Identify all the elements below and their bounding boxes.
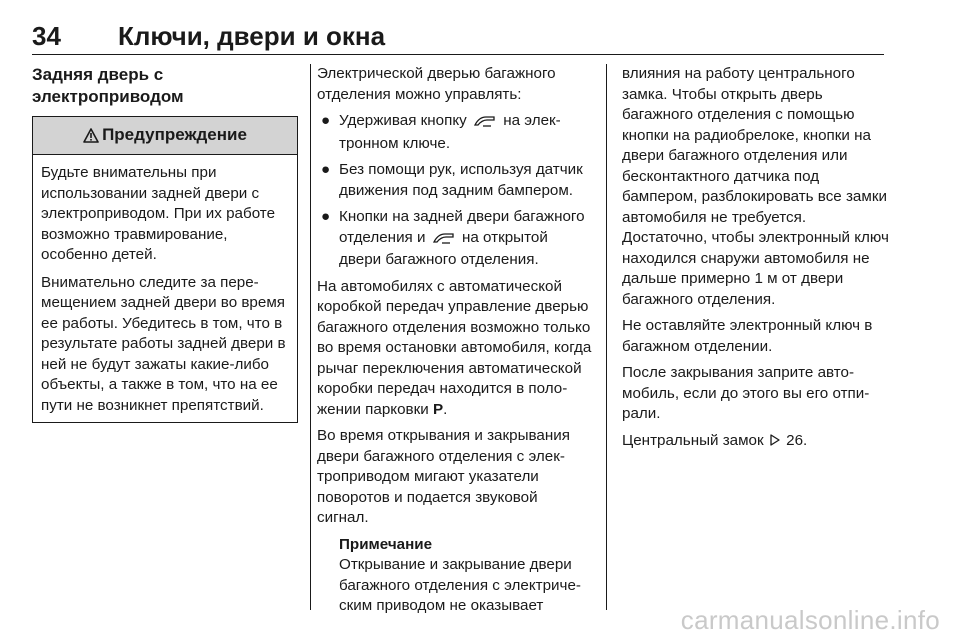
paragraph: После закрывания заприте автомобиль, если до этого вы его отпирали. xyxy=(622,364,870,422)
signal-paragraph: Во время открывания и закрывания двери багажного отделения с электроприводом мигают указатели поворотов и подается звуковой сигнал. xyxy=(317,427,570,526)
watermark: carmanualsonline.info xyxy=(680,605,940,635)
cross-reference: Центральный замок 26. xyxy=(622,431,890,453)
control-methods-list xyxy=(317,111,593,271)
paragraph: влияния на работу центрального замка. Чтобы открыть дверь багажного отделения с помощью кнопки на радиобрелоке, кнопки на двери багажного отделения или бесконтактного датчика под бампером, разблокировать все замки автомобиля не требуется. Достаточно, чтобы электронный ключ находился снаружи автомобиля не дальше примерно 1 м от двери багажного отделения. xyxy=(622,65,889,308)
tailgate-icon xyxy=(474,113,496,134)
column-1 xyxy=(32,64,298,423)
paragraph: Не оставляйте электронный ключ в багажном отделении. xyxy=(622,317,873,355)
tailgate-icon xyxy=(433,230,455,251)
intro-paragraph: Электрической дверью багажного отделения можно управлять: xyxy=(317,65,556,103)
warning-body xyxy=(33,155,297,422)
warning-box xyxy=(32,116,298,423)
warning-header xyxy=(33,117,297,155)
column-divider-1 xyxy=(310,64,311,610)
page-reference-arrow-icon xyxy=(770,432,780,453)
warning-title: Предупреждение xyxy=(102,125,247,145)
bullet-icon: ● xyxy=(321,161,331,178)
column-divider-2 xyxy=(606,64,607,610)
warning-paragraph: Внимательно следите за перемещением задней двери во время ее работы. Убедитесь в том, что в результате работы задней двери в ней не будут зажаты какие-либо объекты, а также в том, что на ее пути не возникнет препятствий. xyxy=(41,273,286,414)
note-title: Примечание xyxy=(339,535,433,553)
section-title: Задняя дверь с электроприводом xyxy=(32,65,184,106)
note-text: Открывание и закрывание двери багажного отделения с электрическим приводом не оказывает xyxy=(339,556,581,614)
warning-paragraph: Будьте внимательны при использовании задней двери с электроприводом. При их работе возможно травмирование, особенно детей. xyxy=(41,164,276,263)
note-block xyxy=(317,535,593,617)
page-header xyxy=(32,20,884,55)
list-item: ● Без помощи рук, используя датчик движения под задним бампером. xyxy=(321,161,583,199)
bullet-icon: ● xyxy=(321,208,331,225)
column-3 xyxy=(622,64,890,458)
list-item: ● Кнопки на задней двери багажного отделения и на открытой двери багажного отделения. xyxy=(321,208,585,268)
bullet-icon: ● xyxy=(321,112,331,129)
chapter-title: Ключи, двери и окна xyxy=(118,21,386,51)
warning-triangle-icon xyxy=(83,128,99,143)
automatic-transmission-paragraph: На автомобилях с автоматической коробкой передач управление дверью багажного отделения возможно только во время остановки автомобиля, когда рычаг переключения автоматической коробки передач находится в положении парковки P. xyxy=(317,277,592,418)
column-2 xyxy=(317,64,593,617)
page-number: 34 xyxy=(32,21,61,51)
list-item: ● Удерживая кнопку на электронном ключе. xyxy=(321,112,561,152)
